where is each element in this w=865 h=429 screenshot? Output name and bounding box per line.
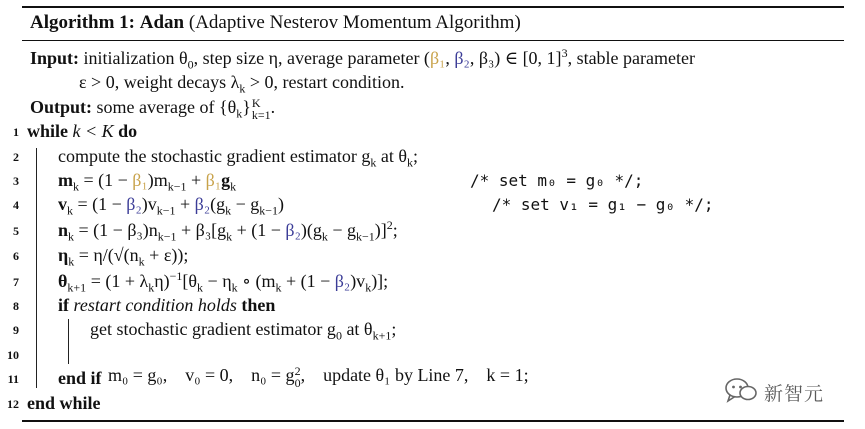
keyword-then: then [241,295,276,315]
line-text: = (1 − [73,194,127,214]
line-text: + (1 − [281,271,335,291]
line-text: = (1 + λ [86,271,149,291]
line-number: 1 [13,125,19,139]
m-symbol: m [58,170,73,190]
line-sub: k [231,280,238,295]
line-sub: k [370,155,377,170]
line-text: = (1 − [79,170,133,190]
line-text: compute the stochastic gradient estimator g [58,146,371,166]
algorithm-label: Algorithm 1: [30,12,136,33]
output-sub: k [236,106,243,121]
line-text: get stochastic gradient estimator g [90,319,336,339]
input-line-1 [30,46,695,72]
line-text: + ε)); [144,245,189,265]
line-sub: k−1 [259,203,279,218]
beta2-symbol: β₂ [285,220,301,240]
line-text: ; [391,319,397,339]
line-number: 8 [13,299,19,313]
line-sub: k [68,229,75,244]
line-sub: k [68,254,75,269]
input-text: , [445,48,455,68]
line-text: )] [374,220,387,240]
line-text: = (1 − β₃)n [74,220,158,240]
line-sub: k−1 [167,179,187,194]
line-number: 6 [13,249,19,263]
input-text: initialization θ [83,48,188,68]
line-sub: 0 [294,376,301,390]
beta1-symbol: β₁ [205,170,222,190]
line-text: [θ [182,271,198,291]
output-text: } [242,97,251,118]
input-text: > 0, restart condition. [245,72,405,92]
input-text: , β₃) ∈ [0, 1] [469,48,562,68]
line-text: (g [210,194,226,214]
input-sub: 0 [187,57,194,72]
line-comment: /* set v₁ = g₁ − g₀ */; [492,195,714,214]
input-text: ε > 0, weight decays λ [79,72,240,92]
line-text: + [175,194,195,214]
theta-symbol: θ [58,271,68,291]
keyword-if: if [58,295,69,315]
algorithm-title [30,12,521,34]
line-text: at θ [376,146,408,166]
input-sup: 3 [561,46,568,60]
output-text: some average of {θ [96,97,237,118]
line-sub: k−1 [157,229,177,244]
if-scope-bar [68,319,69,364]
eta-symbol: η [58,245,69,265]
keyword-while: while [27,121,69,141]
output-sup: K [251,96,261,110]
line-sub: k [67,203,73,218]
line-text: + (1 − [232,220,286,240]
line-number: 3 [13,174,19,188]
line-text: )v [141,194,157,214]
output-line [30,97,275,121]
line-number: 9 [13,323,19,337]
line-sub: k [148,280,155,295]
line-text: )(g [300,220,322,240]
algorithm-name: Adan [139,12,185,33]
line-number: 7 [13,275,19,289]
keyword-end-if: end if [58,368,102,388]
beta1-symbol: β₁ [429,48,446,68]
line-text: + [186,170,206,190]
line-text: − g [327,220,357,240]
line-sub: k [407,155,414,170]
line-sub: k [275,280,282,295]
line-number: 4 [13,198,19,212]
input-label: Input: [30,48,80,68]
line-text: − g [231,194,260,214]
line-sup: 2 [294,364,301,378]
line-text: )m [147,170,168,190]
keyword-do: do [118,121,138,141]
line-sub: k−1 [156,203,176,218]
line-text: m₀ = g₀, v₀ = 0, n₀ = g [108,365,295,386]
line-number: 5 [13,224,19,238]
beta2-symbol: β₂ [334,271,351,291]
line-sup: −1 [169,269,183,283]
bottom-rule [22,420,844,422]
line-text: = η/(√(n [74,245,139,265]
line-text: ∘ (m [237,271,276,291]
line-text: )]; [371,271,389,291]
line-sub: 0 [335,328,342,343]
header-rule [22,40,844,41]
if-condition: restart condition holds [73,295,237,315]
v-symbol: v [58,194,67,214]
input-text: , step size η, average parameter ( [193,48,430,68]
while-scope-bar [36,148,37,388]
wechat-bubble-icon [724,376,758,409]
line-sub: k [230,179,237,194]
output-label: Output: [30,97,93,118]
line-number: 11 [7,372,19,386]
line-text: + β₃[g [176,220,227,240]
beta2-symbol: β₂ [126,194,142,214]
line-number: 10 [7,348,19,362]
loop-condition: k < K [72,121,114,141]
line-sub: k−1 [356,229,375,244]
beta1-symbol: β₁ [132,170,148,190]
n-symbol: n [58,220,69,240]
input-line-2 [79,72,405,96]
line-text: ; [413,146,419,166]
line-sub: k+1 [67,280,87,295]
watermark-text: 新智元 [764,383,825,405]
line-sub: k [225,203,232,218]
beta2-symbol: β₂ [194,194,211,214]
line-text: − η [203,271,232,291]
line-text: )v [350,271,366,291]
line-sub: k [73,179,79,194]
line-sub: k+1 [372,328,392,343]
line-text: ) [278,194,285,214]
line-sub: k [226,229,233,244]
algorithm-subtitle: (Adaptive Nesterov Momentum Algorithm) [188,12,521,33]
top-rule [22,6,844,8]
beta2-symbol: β₂ [454,48,470,68]
line-number: 2 [13,150,19,164]
output-text: . [270,97,276,118]
line-comment: /* set m₀ = g₀ */; [470,171,644,190]
keyword-end-while: end while [27,393,101,413]
line-sub: k [138,254,145,269]
line-text: η) [154,271,170,291]
input-sub: k [239,81,246,96]
line-sub: k [321,229,328,244]
line-text: ; [392,220,398,240]
watermark [724,376,824,409]
line-text: , update θ₁ by Line 7, k = 1; [300,365,529,386]
line-sub: k [365,280,372,295]
input-text: , stable parameter [567,48,695,68]
output-sub: k=1 [251,108,271,122]
line-sub: k [197,280,204,295]
line-number: 12 [7,397,19,411]
line-sup: 2 [386,218,393,232]
g-symbol: g [221,170,231,190]
line-text: at θ [341,319,373,339]
